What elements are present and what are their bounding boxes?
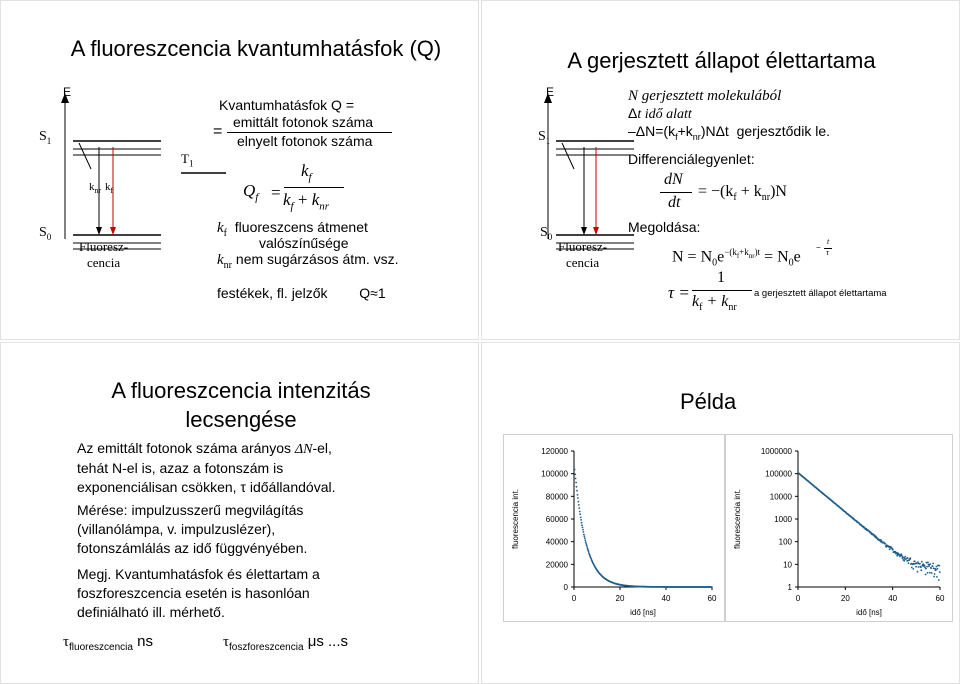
dyes-line: festékek, fl. jelzők Q≈1 (217, 285, 386, 301)
energy-label: E (63, 85, 72, 99)
slide-title: A gerjesztett állapot élettartama (567, 48, 876, 73)
linear-decay-chart (504, 435, 724, 621)
tau-denominator: $k_f + k_{nr}$ (692, 293, 737, 314)
y-tick-label: 80000 (545, 492, 568, 502)
x-tick-label: 40 (888, 594, 898, 603)
data-point (918, 566, 920, 568)
data-point (586, 544, 588, 546)
line-n-molecules: N gerjesztett molekulából (628, 88, 782, 104)
s1-label: $S_1$ (39, 129, 52, 146)
data-point (575, 478, 577, 480)
y-tick-label: 120000 (541, 447, 568, 456)
y-tick-label: 100000 (765, 469, 792, 479)
paragraph-3: Megj. Kvantumhatásfok és élettartam a foszforeszcencia esetén is hasonlóan definiálható ill. mérhető. (77, 566, 320, 620)
data-point (578, 504, 580, 506)
data-point (577, 494, 579, 496)
data-point (929, 572, 931, 574)
data-point (578, 501, 580, 503)
data-point (914, 560, 916, 562)
data-point (908, 562, 910, 564)
data-point (924, 565, 926, 567)
s0-label: $S_0$ (540, 225, 553, 242)
data-point (574, 469, 576, 471)
data-point (938, 565, 940, 567)
lifetime-caption: a gerjesztett állapot élettartama (754, 288, 887, 299)
exp-minus: − (816, 243, 821, 252)
data-point (917, 571, 919, 573)
data-point (931, 572, 933, 574)
slide-title: Példa (680, 389, 737, 414)
log-decay-chart (726, 435, 952, 621)
fraction-denominator: elnyelt fotonok száma (237, 133, 373, 149)
data-point (930, 567, 932, 569)
data-point (917, 561, 919, 563)
y-tick-label: 20000 (545, 560, 568, 570)
data-point (583, 531, 585, 533)
data-point (583, 534, 585, 536)
y-tick-label: 1000 (774, 515, 792, 524)
data-point (932, 563, 934, 565)
data-point (934, 573, 936, 575)
data-point (580, 519, 582, 521)
x-tick-label: 20 (615, 594, 625, 603)
y-tick-label: 40000 (545, 537, 568, 547)
data-point (925, 568, 927, 570)
formula-eq: = (271, 183, 281, 202)
diffeq-rhs: = $-(k_f + k_{nr})N$ (698, 183, 787, 204)
line-dn: $-\Delta N=(k_f+k_{nr})N\Delta t$ gerjesztődik le. (628, 123, 830, 142)
paragraph-2: Mérése: impulzusszerű megvilágítás (villanólámpa, v. impulzuslézer), fotonszámlálás az idő függvényében. (77, 502, 308, 556)
data-point (577, 497, 579, 499)
data-point (884, 543, 886, 545)
kf-description: $k_f$ fluoreszcens átmenet (217, 219, 368, 239)
data-point (580, 517, 582, 519)
data-points (798, 472, 941, 581)
data-point (583, 535, 585, 537)
dn-numerator: dN (664, 171, 683, 188)
tau-numerator: 1 (717, 269, 725, 286)
data-point (929, 563, 931, 565)
slide-quantum-yield (0, 0, 479, 340)
data-point (889, 548, 891, 550)
line-dt: Δt idő alatt (628, 105, 692, 122)
data-point (576, 490, 578, 492)
slide-intensity-decay (0, 342, 479, 684)
x-tick-label: 40 (661, 594, 671, 603)
data-point (910, 557, 912, 559)
slide-lifetime (481, 0, 960, 340)
data-point (920, 569, 922, 571)
slide-title (41, 35, 471, 64)
formula-denominator: $k_f + k_{nr}$ (283, 190, 330, 213)
solution-eq: $N = N_0e^{-(k_f+k_{nr})t} = N_0e$ (672, 247, 801, 269)
fluorescence-label: Fluoresz- cencia (79, 239, 129, 270)
data-point (578, 507, 580, 509)
data-point (582, 527, 584, 529)
y-tick-label: 100000 (541, 469, 568, 479)
data-point (920, 566, 922, 568)
data-point (901, 553, 903, 555)
y-tick-label: 0 (563, 583, 568, 592)
data-point (912, 568, 914, 570)
qf-symbol: $Q_f$ (243, 181, 259, 204)
dt-denominator: dt (668, 194, 681, 211)
slide-title: A fluoreszcencia intenzitás lecsengése (111, 378, 371, 432)
y-axis-label: fluorescencia int. (733, 488, 742, 550)
x-tick-label: 60 (707, 594, 717, 603)
knr-description: $k_{nr}$ nem sugárzásos átm. vsz. (217, 251, 399, 271)
y-tick-label: 10 (783, 560, 792, 570)
y-tick-label: 60000 (545, 515, 568, 524)
kf-description-2: valószínűsége (259, 235, 349, 251)
tau-fluorescence: $\tau_{fluoreszcencia}$ ns (63, 633, 153, 653)
data-point (935, 569, 937, 571)
data-point (576, 486, 578, 488)
data-point (939, 571, 941, 573)
equals-sign: = (213, 123, 223, 140)
title-text: A fluoreszcencia kvantumhatásfok (Q) (70, 36, 442, 61)
data-point (579, 513, 581, 515)
data-points (574, 469, 713, 588)
data-point (932, 565, 934, 567)
solution-label: Megoldása: (628, 219, 701, 235)
x-tick-label: 20 (840, 594, 850, 603)
x-axis-label: idő [ns] (856, 608, 882, 617)
data-point (584, 539, 586, 541)
formula-numerator: $k_f$ (301, 161, 312, 184)
y-tick-label: 1 (787, 583, 792, 592)
data-point (575, 482, 577, 484)
y-axis-label: fluorescencia int. (511, 488, 520, 550)
exp-tau: τ (826, 248, 829, 257)
kf-label: $k_f$ (105, 181, 114, 196)
x-tick-label: 60 (935, 594, 945, 603)
data-point (907, 557, 909, 559)
tau-symbol: τ = (668, 283, 690, 302)
formula-line (284, 187, 344, 188)
dndt-line (660, 192, 692, 193)
data-point (588, 551, 590, 553)
y-tick-label: 10000 (769, 492, 792, 502)
x-tick-label: 0 (571, 594, 577, 603)
data-point (933, 576, 935, 578)
data-point (936, 576, 938, 578)
data-point (937, 568, 939, 570)
data-point (584, 537, 586, 539)
paragraph-1: Az emittált fotonok száma arányos ΔN-el, tehát N-el is, azaz a fotonszám is exponenciálisan csökken, τ időállandóval. (77, 440, 336, 495)
knr-label: $k_{nr}$ (89, 181, 102, 196)
tau-line (692, 290, 752, 291)
q-definition: Kvantumhatásfok Q = (219, 97, 355, 113)
energy-label: E (546, 85, 555, 99)
data-point (921, 561, 923, 563)
data-point (579, 511, 581, 513)
data-point (892, 549, 894, 551)
y-tick-label: 1000000 (760, 447, 792, 456)
data-point (586, 546, 588, 548)
t1-label: $T_1$ (181, 151, 194, 169)
diffeq-label: Differenciálegyenlet: (628, 151, 755, 167)
x-axis-label: idő [ns] (630, 608, 656, 617)
data-point (903, 560, 905, 562)
data-point (582, 529, 584, 531)
fluorescence-label: Fluoresz- cencia (558, 239, 608, 270)
data-point (711, 586, 713, 588)
data-point (915, 566, 917, 568)
s1-label: $S_1$ (538, 129, 551, 146)
data-point (927, 572, 929, 574)
data-point (585, 541, 587, 543)
data-point (581, 524, 583, 526)
x-tick-label: 0 (795, 594, 801, 603)
slide-example (481, 342, 960, 684)
data-point (925, 574, 927, 576)
data-point (926, 566, 928, 568)
fraction-numerator: emittált fotonok száma (233, 114, 374, 130)
exp-t: t (827, 237, 830, 246)
data-point (936, 566, 938, 568)
data-point (574, 474, 576, 476)
data-point (581, 522, 583, 524)
tau-phosphorescence: $\tau_{foszforeszcencia}$ μs ...s (223, 633, 348, 653)
s0-label: $S_0$ (39, 225, 52, 242)
data-point (919, 563, 921, 565)
data-point (911, 567, 913, 569)
log-decay-svg (726, 435, 952, 621)
y-tick-label: 100 (778, 537, 792, 547)
data-point (904, 556, 906, 558)
data-point (927, 561, 929, 563)
data-point (938, 579, 940, 581)
linear-decay-svg (504, 435, 724, 621)
